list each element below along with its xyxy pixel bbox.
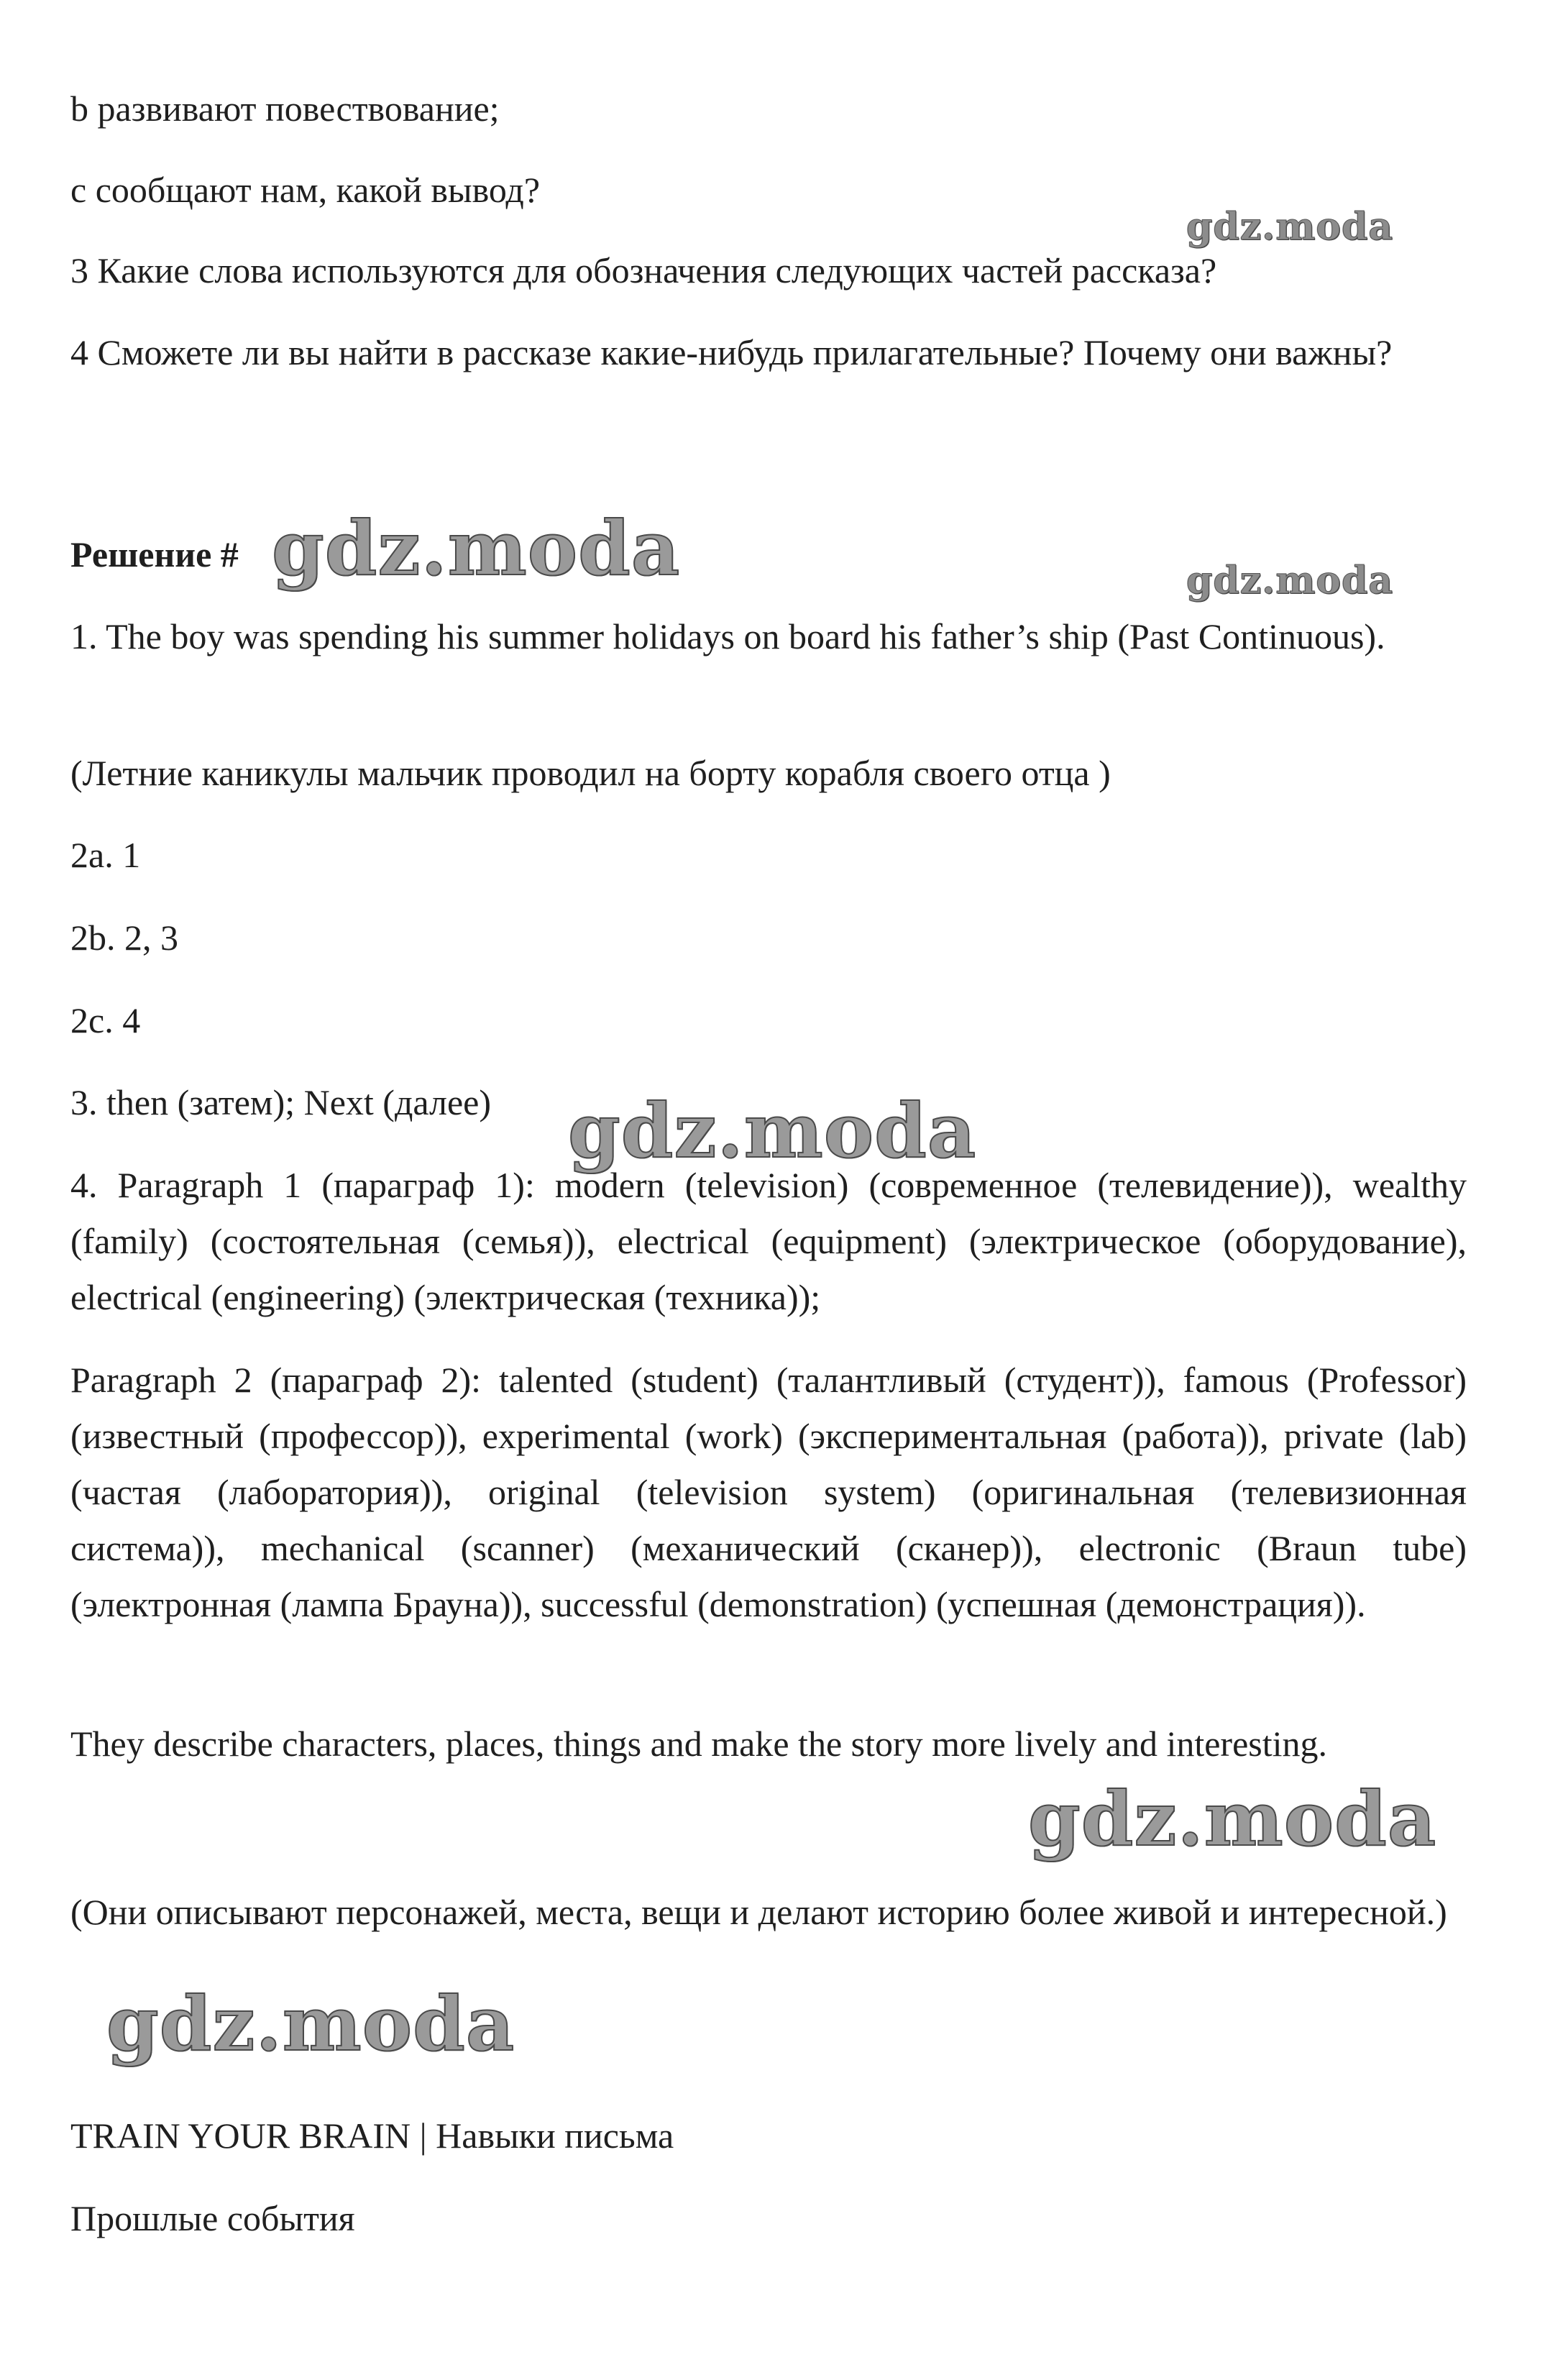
- answer-4-paragraph-1: 4. Paragraph 1 (параграф 1): modern (television) (современное (телевидение)), wealthy (family) (состоятельная (семья)), electrical (equipment) (электрическое (оборудование), electrical (engineering) (электрическая (техника));: [70, 1165, 1467, 1317]
- watermark-logo: gdz.moda: [568, 1086, 977, 1175]
- answer-2c: 2c. 4: [70, 1000, 141, 1040]
- watermark-logo: gdz.moda: [106, 1980, 515, 2068]
- summary: They describe characters, places, things and make the story more lively and interesting.: [70, 1724, 1327, 1764]
- section-title: TRAIN YOUR BRAIN | Навыки письма: [70, 2115, 674, 2156]
- question-4: 4 Сможете ли вы найти в рассказе какие-нибудь прилагательные? Почему они важны?: [70, 332, 1393, 372]
- section-subtitle: Прошлые события: [70, 2198, 355, 2238]
- answer-1-translation: (Летние каникулы мальчик проводил на борту корабля своего отца ): [70, 753, 1111, 793]
- solution-label: Решение #: [70, 534, 239, 575]
- watermark-logo: gdz.moda: [272, 504, 681, 592]
- watermark-logo: gdz.moda: [1186, 559, 1394, 603]
- answer-2b: 2b. 2, 3: [70, 917, 178, 958]
- summary-translation: (Они описывают персонажей, места, вещи и делают историю более живой и интересной.): [70, 1892, 1447, 1932]
- answer-2a: 2a. 1: [70, 835, 141, 875]
- answer-4-paragraph-2: Paragraph 2 (параграф 2): talented (student) (талантливый (студент)), famous (Professor) (известный (профессор)), experimental (work) (экспериментальная (работа)), private (lab) (частая (лаборатория)), original (television system) (оригинальная (телевизионная система)), mechanical (scanner) (механический (сканер)), electronic (Braun tube) (электронная (лампа Брауна)), successful (demonstration) (успешная (демонстрация)).: [70, 1360, 1467, 1624]
- watermark-logo: gdz.moda: [1028, 1775, 1437, 1863]
- question-3: 3 Какие слова используются для обозначения следующих частей рассказа?: [70, 250, 1217, 290]
- answer-1: 1. The boy was spending his summer holidays on board his father’s ship (Past Continuous).: [70, 616, 1385, 656]
- watermark-logo: gdz.moda: [1186, 205, 1394, 249]
- answer-3: 3. then (затем); Next (далее): [70, 1082, 492, 1122]
- line-b: b развивают повествование;: [70, 88, 500, 129]
- line-c: c сообщают нам, какой вывод?: [70, 170, 541, 210]
